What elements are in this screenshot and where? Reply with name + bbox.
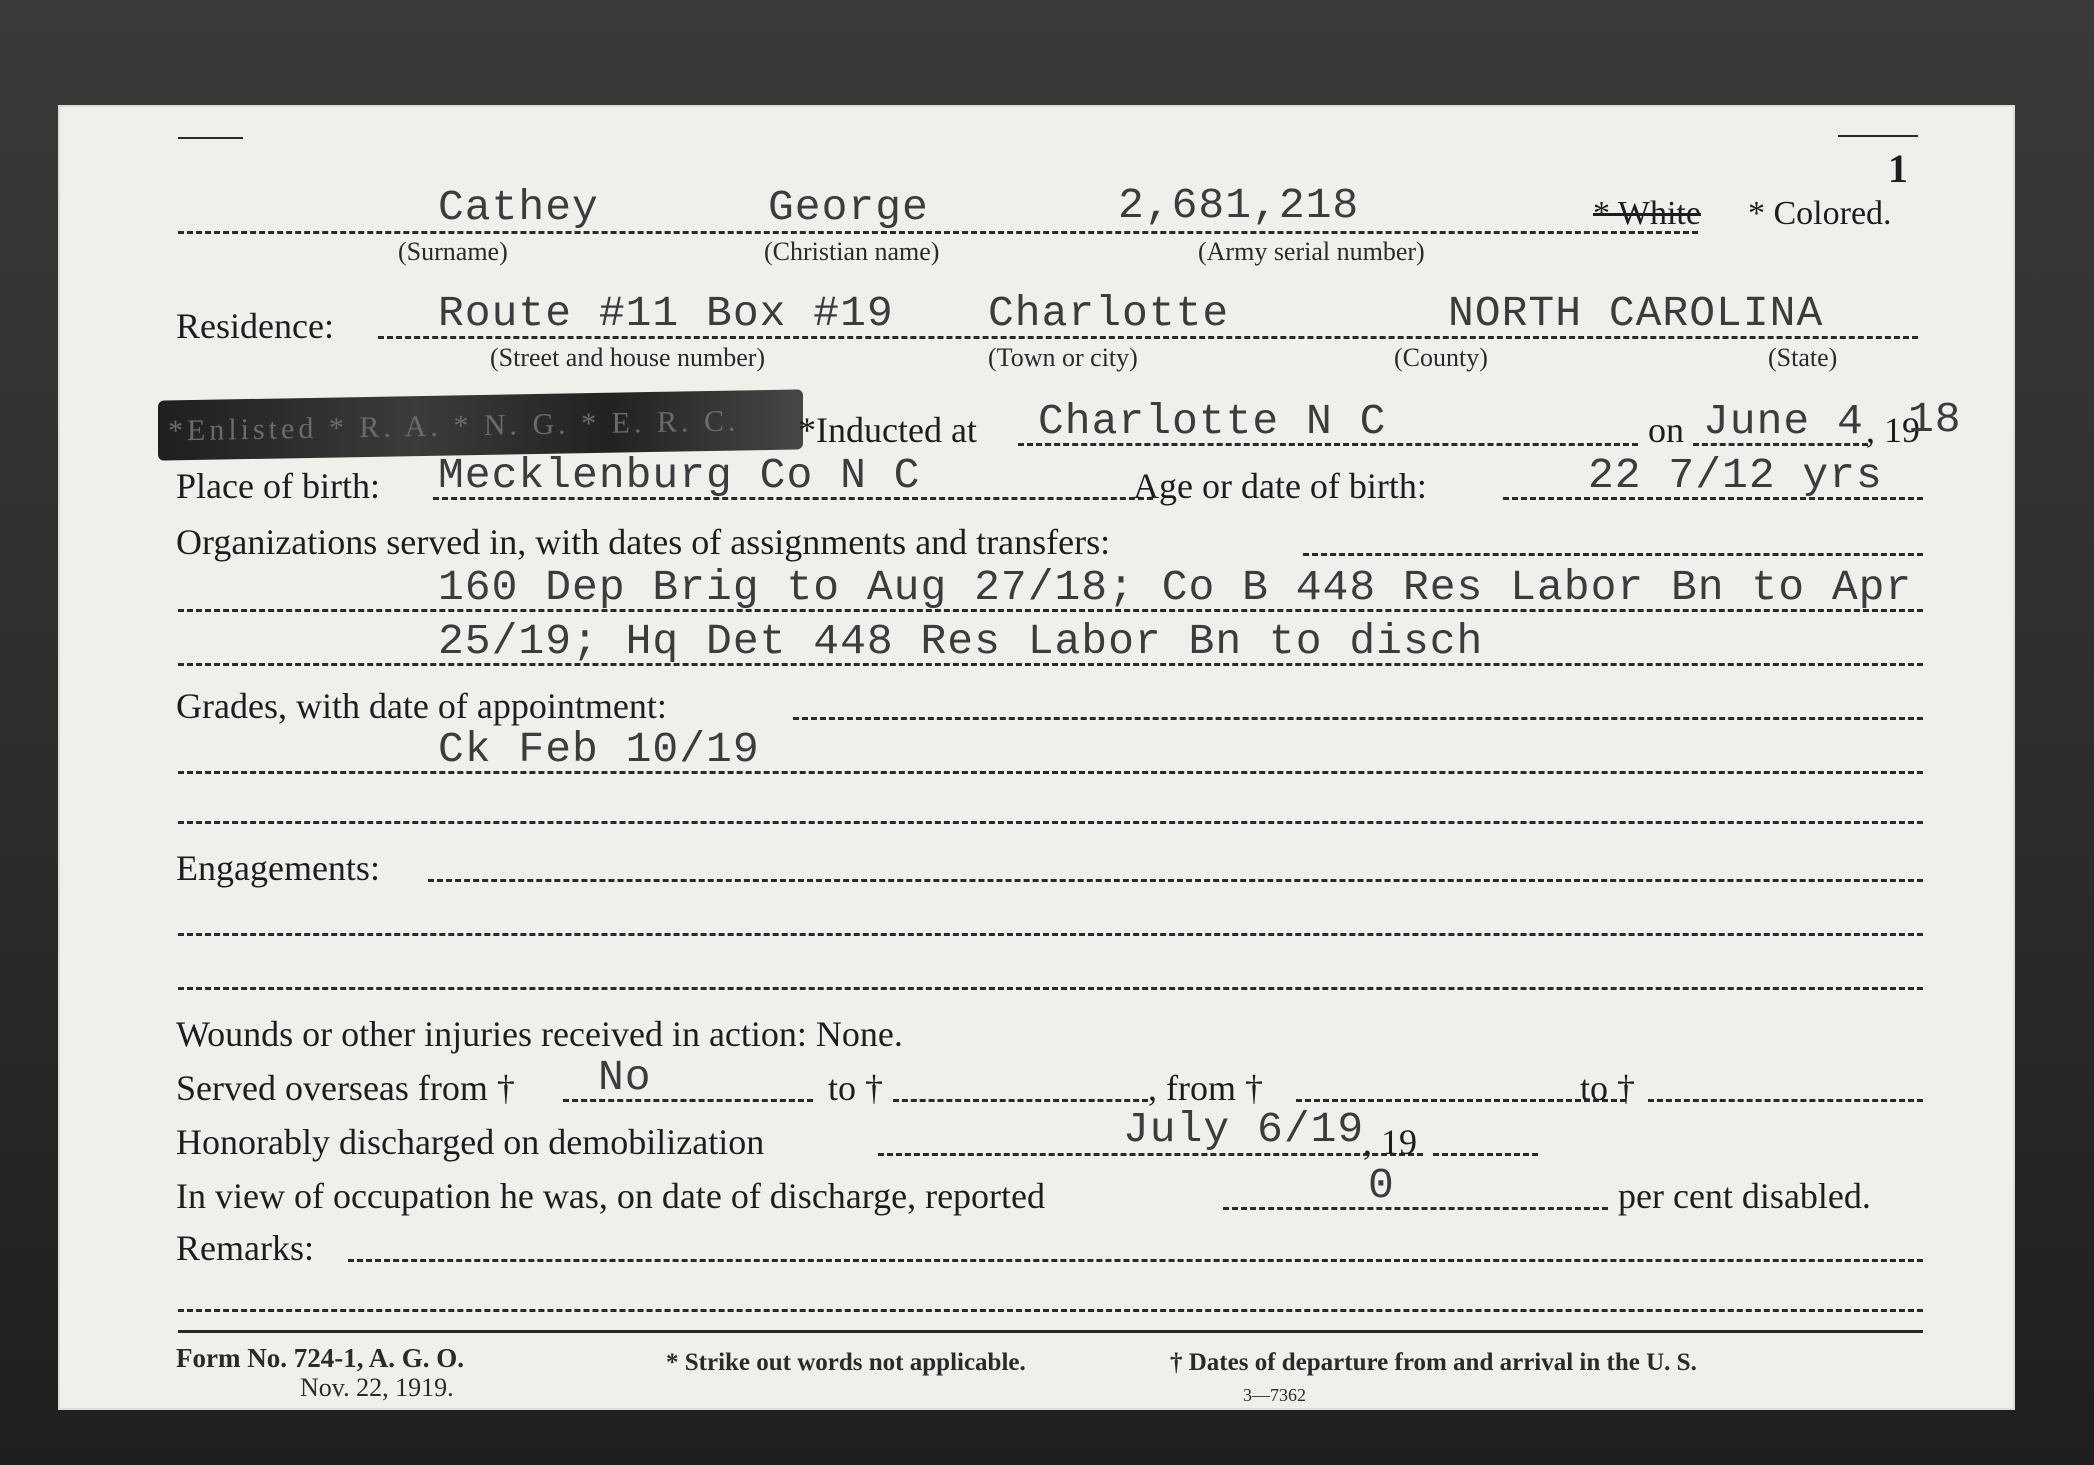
overseas-to2-label: to † xyxy=(1580,1068,1636,1108)
overseas-from-value: No xyxy=(598,1053,652,1102)
residence-state-value: NORTH CAROLINA xyxy=(1448,289,1824,338)
redaction-mark xyxy=(158,389,803,460)
disability-suffix: per cent disabled. xyxy=(1618,1176,1871,1216)
remarks-line-1 xyxy=(178,1309,1923,1312)
discharge-year-prefix: , 19 xyxy=(1363,1122,1417,1162)
inducted-label: *Inducted at xyxy=(798,410,977,450)
residence-label: Residence: xyxy=(176,306,334,346)
engagements-line-1 xyxy=(178,933,1923,936)
grades-line-2 xyxy=(178,821,1923,824)
surname-value: Cathey xyxy=(438,183,599,232)
age-label: Age or date of birth: xyxy=(1133,466,1427,506)
discharge-date-value: July 6/19 xyxy=(1123,1105,1365,1154)
christian-name-caption: (Christian name) xyxy=(764,237,940,266)
overseas-label: Served overseas from † xyxy=(176,1068,515,1108)
state-caption: (State) xyxy=(1768,343,1838,372)
form-date: Nov. 22, 1919. xyxy=(300,1373,454,1402)
grades-line-0 xyxy=(793,717,1923,720)
induction-year-prefix: , 19 xyxy=(1866,410,1920,450)
grades-line-1 xyxy=(178,771,1923,774)
disability-value: 0 xyxy=(1368,1161,1395,1210)
engagements-line-0 xyxy=(428,879,1923,882)
disability-label: In view of occupation he was, on date of discharge, reported xyxy=(176,1176,1046,1216)
form-number: Form No. 724-1, A. G. O. xyxy=(176,1343,464,1373)
age-value: 22 7/12 yrs xyxy=(1588,451,1883,500)
induction-date-value: June 4 xyxy=(1703,397,1864,446)
race-white: * White xyxy=(1593,195,1701,232)
name-line xyxy=(178,231,1698,234)
card-number: 1 xyxy=(1888,146,1908,191)
birth-place-value: Mecklenburg Co N C xyxy=(438,451,921,500)
serial-number-caption: (Army serial number) xyxy=(1198,237,1425,266)
remarks-line-0 xyxy=(348,1259,1923,1262)
footer-rule xyxy=(178,1330,1923,1333)
grades-label: Grades, with date of appointment: xyxy=(176,686,667,726)
county-caption: (County) xyxy=(1394,343,1488,372)
corner-mark-right xyxy=(1838,135,1918,137)
organizations-line-0 xyxy=(1303,553,1923,556)
organizations-line-2-value: 25/19; Hq Det 448 Res Labor Bn to disch xyxy=(438,617,1484,666)
wounds-text: Wounds or other injuries received in action: None. xyxy=(176,1014,903,1054)
overseas-to-line xyxy=(893,1099,1148,1102)
surname-caption: (Surname) xyxy=(398,237,508,266)
induction-year-value: 18 xyxy=(1908,395,1962,444)
dates-note: † Dates of departure from and arrival in the U. S. xyxy=(1170,1349,1697,1376)
residence-street-value: Route #11 Box #19 xyxy=(438,289,894,338)
organizations-label: Organizations served in, with dates of assignments and transfers: xyxy=(176,522,1111,562)
christian-name-value: George xyxy=(768,183,929,232)
organizations-line-2 xyxy=(178,663,1923,666)
on-label: on xyxy=(1648,410,1684,450)
overseas-from2-line xyxy=(1296,1099,1626,1102)
strike-out-note: * Strike out words not applicable. xyxy=(666,1349,1026,1376)
organizations-line-1 xyxy=(178,609,1923,612)
race-colored: * Colored. xyxy=(1748,195,1892,232)
discharge-year-line xyxy=(1433,1153,1538,1156)
engagements-line-2 xyxy=(178,987,1923,990)
service-record-card xyxy=(58,105,2015,1410)
overseas-from2-label: , from † xyxy=(1148,1068,1263,1108)
print-code: 3—7362 xyxy=(1243,1385,1306,1405)
overseas-to-label: to † xyxy=(828,1068,884,1108)
corner-mark-left xyxy=(178,137,243,139)
discharge-label: Honorably discharged on demobilization xyxy=(176,1122,765,1162)
serial-number-value: 2,681,218 xyxy=(1118,181,1360,230)
inducted-place-value: Charlotte N C xyxy=(1038,397,1387,446)
disability-line xyxy=(1223,1207,1608,1210)
redacted-enlistment-text: *Enlisted * R. A. * N. G. * E. R. C. xyxy=(168,404,740,448)
engagements-label: Engagements: xyxy=(176,848,380,888)
street-caption: (Street and house number) xyxy=(490,343,766,372)
grades-line-1-value: Ck Feb 10/19 xyxy=(438,725,760,774)
birth-place-label: Place of birth: xyxy=(176,466,380,506)
residence-town-value: Charlotte xyxy=(988,289,1230,338)
town-caption: (Town or city) xyxy=(988,343,1138,372)
remarks-label: Remarks: xyxy=(176,1228,314,1268)
overseas-to2-line xyxy=(1648,1099,1923,1102)
organizations-line-1-value: 160 Dep Brig to Aug 27/18; Co B 448 Res Labor Bn to Apr xyxy=(438,563,1913,612)
